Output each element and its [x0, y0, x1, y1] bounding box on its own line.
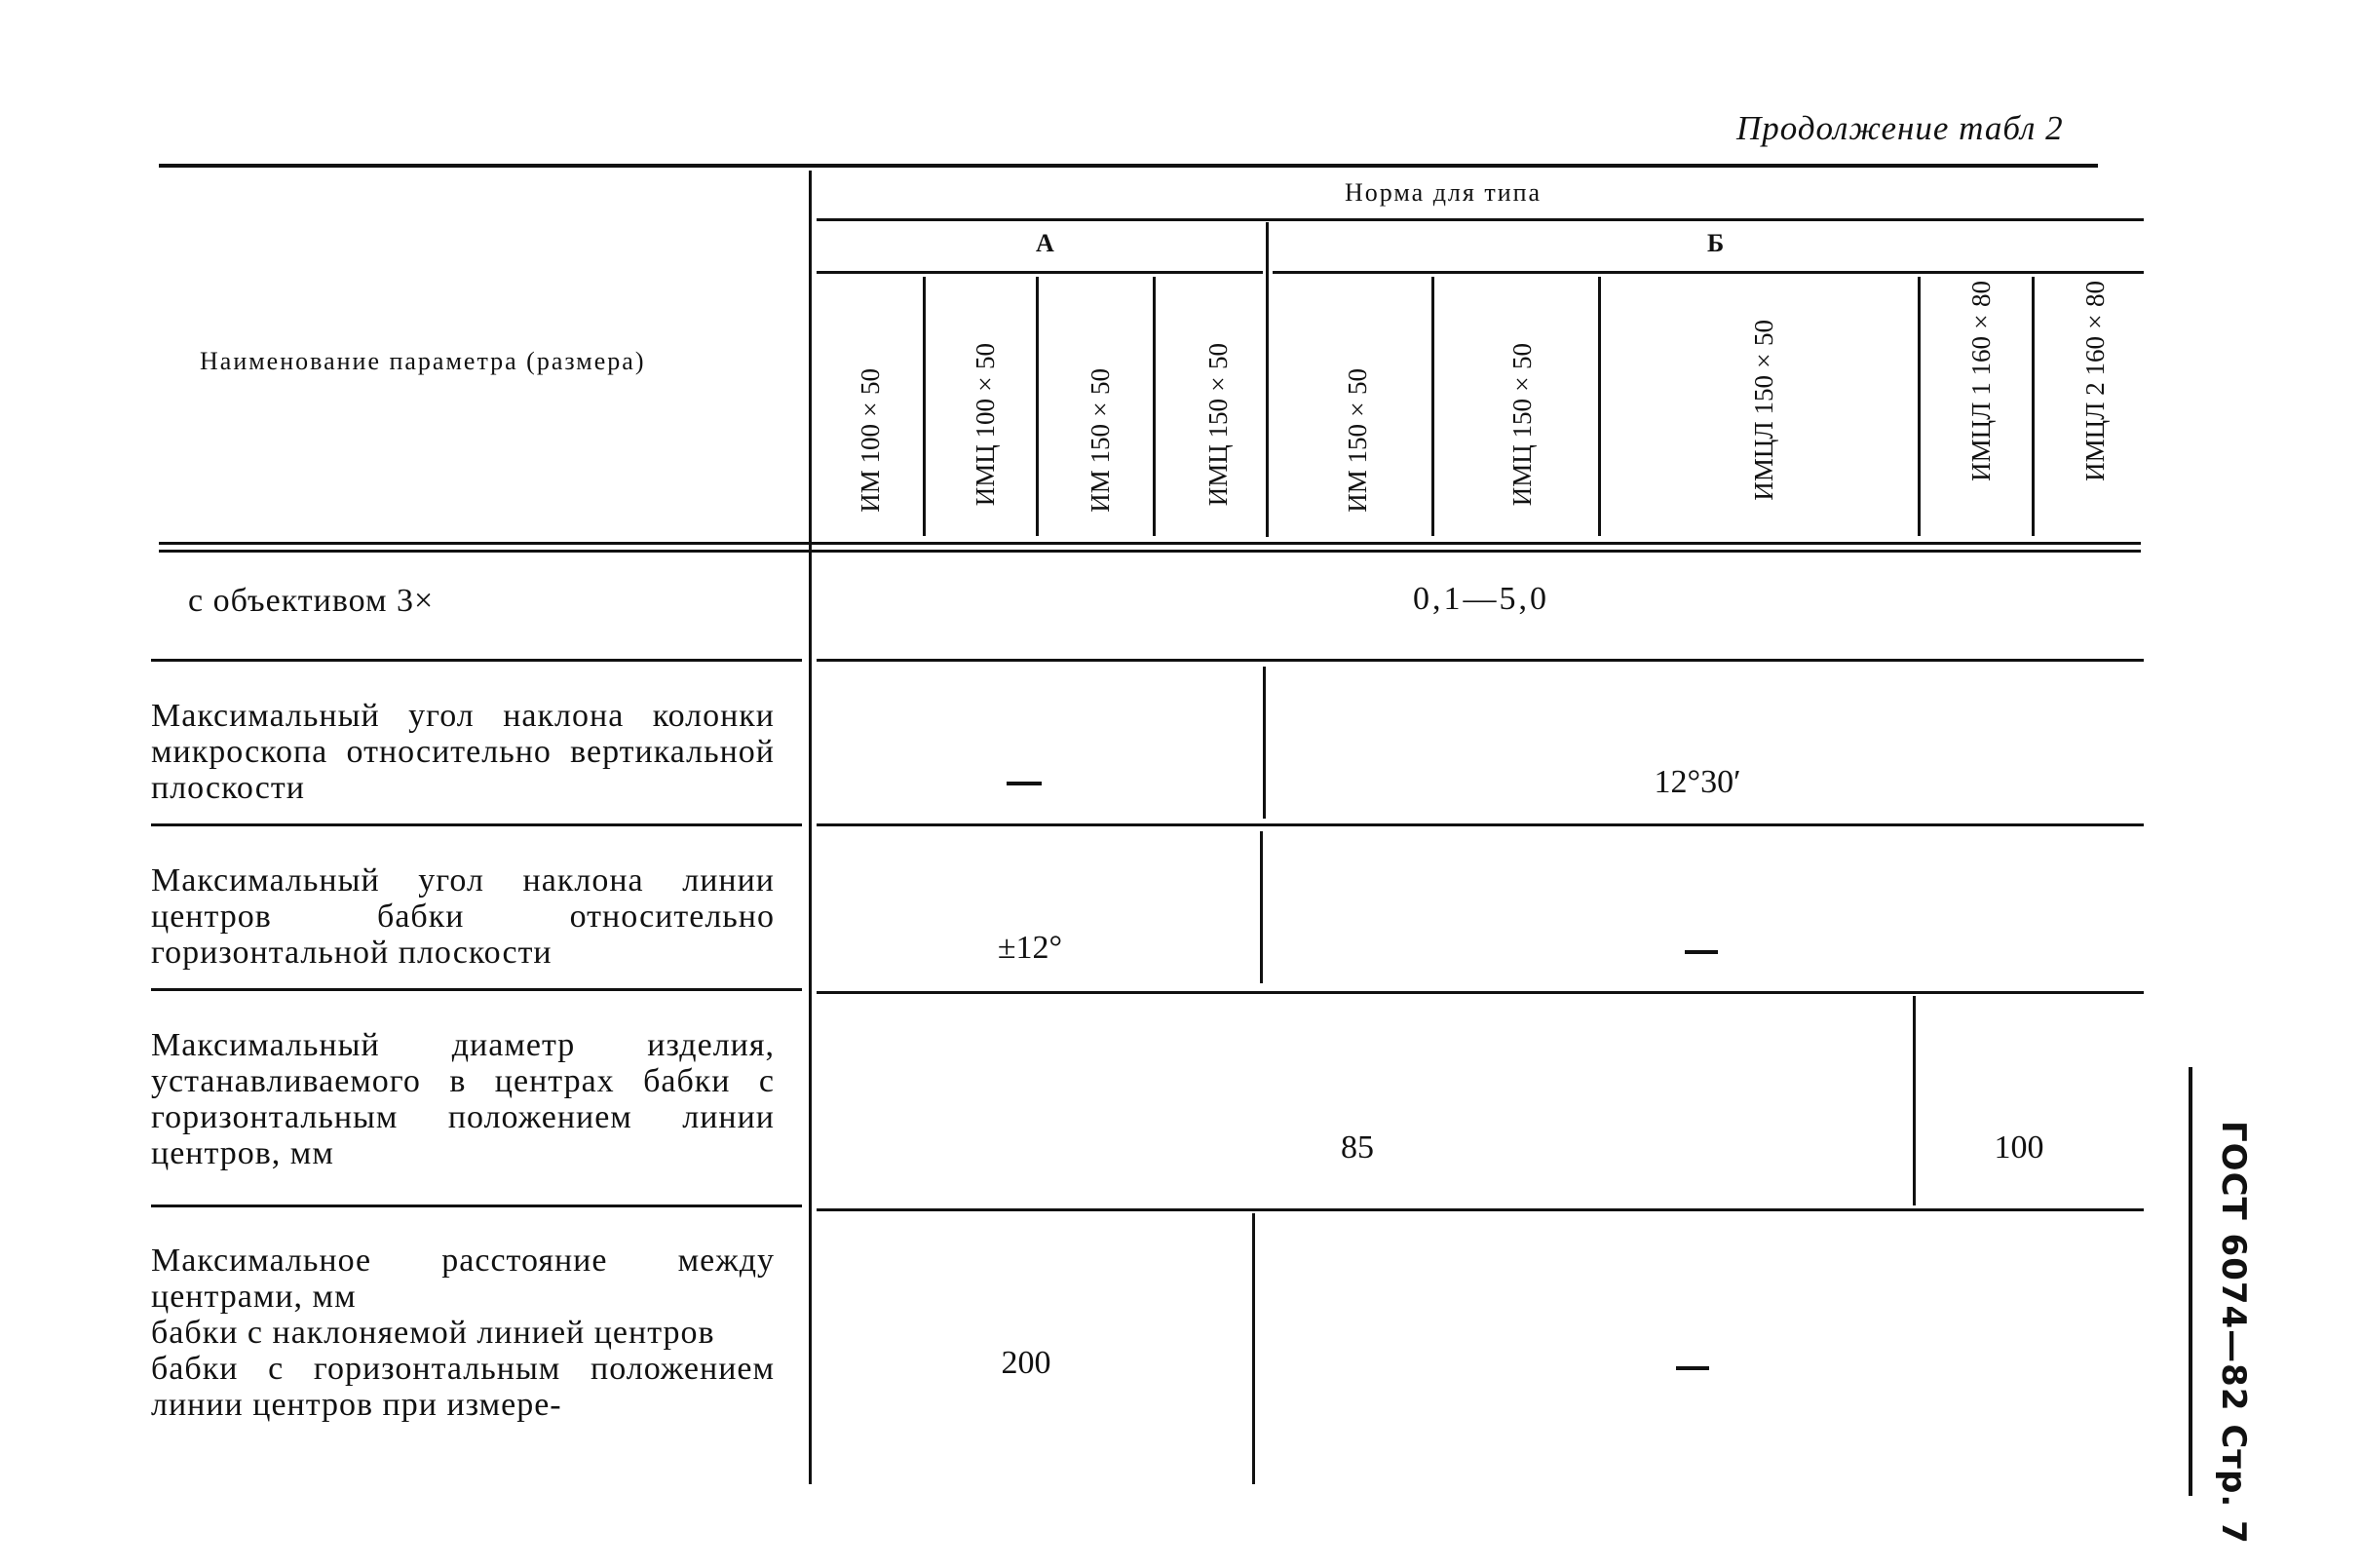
row-parameter-line: бабки с наклоняемой линией центров — [151, 1315, 715, 1351]
type-divider — [1918, 277, 1921, 536]
type-label: ИМЦЛ 2 160×80 — [2080, 281, 2110, 481]
type-label: ИМЦ 150×50 — [1507, 343, 1537, 507]
row-separator — [151, 1205, 802, 1207]
type-label: ИМ 150×50 — [1086, 368, 1115, 513]
type-divider — [923, 277, 926, 536]
row-value-dash — [1007, 782, 1042, 785]
table-continuation-caption: Продолжение табл 2 — [1736, 109, 2064, 147]
row-value: 200 — [1001, 1345, 1051, 1381]
row-parameter-line: бабки с горизонтальным положением линии центров при измере- — [151, 1351, 775, 1423]
group-divider — [1260, 831, 1263, 983]
param-column-divider — [809, 171, 812, 1484]
row-separator — [817, 1208, 2144, 1211]
type-divider — [1431, 277, 1434, 536]
header-bottom-rule — [159, 542, 2141, 545]
row-separator — [817, 659, 2144, 662]
group-a-rule — [817, 271, 1263, 274]
group-a-header: А — [1036, 229, 1056, 257]
type-label: ИМЦЛ 150×50 — [1749, 320, 1778, 501]
type-divider — [1036, 277, 1039, 536]
group-b-header: Б — [1707, 229, 1727, 257]
row-value: 85 — [1341, 1129, 1374, 1166]
norm-header-rule — [817, 218, 2144, 221]
row-separator — [817, 823, 2144, 826]
group-divider — [1266, 222, 1269, 537]
row-parameter-line: Максимальное расстояние между центрами, мм — [151, 1243, 775, 1315]
param-column-header: Наименование параметра (размера) — [200, 347, 646, 375]
side-stamp-rule — [2189, 1067, 2192, 1496]
row-parameter: с объективом 3× — [188, 583, 435, 619]
row-value-dash — [1676, 1366, 1709, 1370]
row-value: 12°30′ — [1654, 764, 1741, 800]
header-bottom-rule — [159, 550, 2141, 553]
type-divider — [1153, 277, 1156, 536]
type-divider — [1598, 277, 1601, 536]
type-label: ИМЦ 100×50 — [971, 343, 1000, 507]
side-stamp-text: ГОСТ 6074—82 Стр. 7 — [2214, 1121, 2253, 1545]
type-label: ИМЦЛ 1 160×80 — [1966, 281, 1996, 481]
last-column-divider — [1913, 996, 1916, 1205]
table-top-rule — [159, 164, 2098, 168]
row-separator — [151, 659, 802, 662]
type-divider — [2032, 277, 2035, 536]
row-value: ±12° — [997, 930, 1063, 966]
row-parameter: Максимальный угол наклона колонки микроскопа относительно вертикальной плоскости — [151, 698, 775, 806]
group-divider — [1263, 667, 1266, 819]
row-value: 100 — [1994, 1129, 2044, 1166]
type-label: ИМ 150×50 — [1343, 368, 1372, 513]
row-value: 0,1—5,0 — [1413, 581, 1549, 617]
group-divider — [1252, 1213, 1255, 1484]
type-label: ИМ 100×50 — [856, 368, 885, 513]
group-b-rule — [1273, 271, 2144, 274]
row-separator — [151, 988, 802, 991]
row-parameter — [151, 1243, 775, 1423]
row-parameter: Максимальный диаметр изделия, устанавливаемого в центрах бабки с горизонтальным положением линии центров, мм — [151, 1027, 775, 1171]
row-separator — [151, 823, 802, 826]
type-label: ИМЦ 150×50 — [1203, 343, 1233, 507]
side-stamp — [2204, 1121, 2253, 1545]
row-value-dash — [1685, 950, 1718, 954]
row-separator — [817, 991, 2144, 994]
norm-header: Норма для типа — [1345, 178, 1543, 207]
row-parameter: Максимальный угол наклона линии центров бабки относительно горизонтальной плоскости — [151, 862, 775, 971]
